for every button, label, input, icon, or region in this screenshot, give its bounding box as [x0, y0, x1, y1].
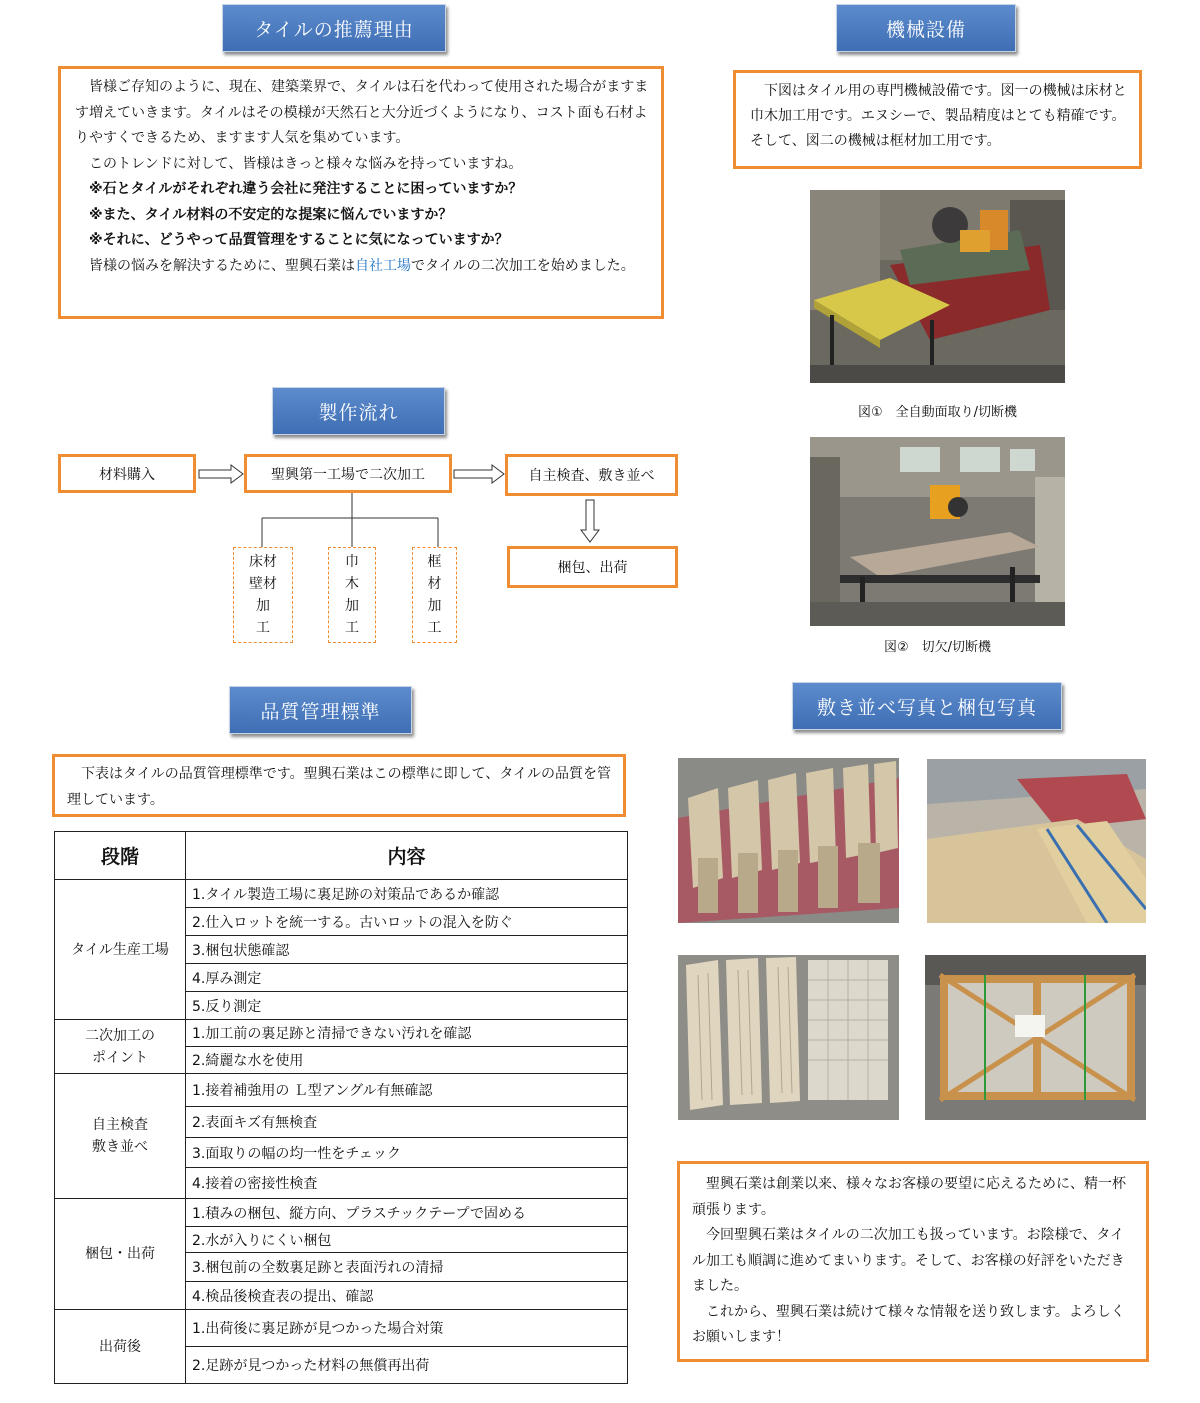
content-cell: 2.足跡が見つかった材料の無償再出荷 — [186, 1347, 628, 1384]
stage-cell: 出荷後 — [55, 1310, 186, 1384]
closing-box — [677, 1161, 1149, 1362]
closing-paragraph-3: これから、聖興石業は続けて様々な情報を送り致します。よろしくお願いします！ — [692, 1303, 1125, 1345]
flow-sub3-line: 加 — [427, 598, 442, 614]
content-cell: 3.梱包状態確認 — [186, 936, 628, 964]
stage-cell — [55, 1074, 186, 1199]
closing-paragraph-1: 聖興石業は創業以来、様々なお客様の要望に応えるために、精一杯頑張ります。 — [692, 1176, 1126, 1218]
flow-sub1-line: 加 — [256, 598, 270, 614]
content-cell: 2.表面キズ有無検査 — [186, 1107, 628, 1138]
stage-line: 自主検査 — [92, 1117, 148, 1133]
table-header-row — [55, 832, 628, 880]
layout-photo-2 — [927, 759, 1146, 923]
reasons-p3-a: 皆様の悩みを解決するために、聖興石業は — [89, 257, 355, 274]
content-cell: 5.反り測定 — [186, 992, 628, 1020]
content-cell: 2.水が入りにくい梱包 — [186, 1227, 628, 1253]
flow-step-inspection: 自主検査、敷き並べ — [505, 454, 678, 496]
content-cell: 3.面取りの幅の均一性をチェック — [186, 1138, 628, 1168]
stage-line: 敷き並べ — [92, 1139, 148, 1155]
flow-arrow-3 — [581, 500, 599, 542]
own-factory-link[interactable]: 自社工場 — [355, 257, 411, 274]
flow-sub2-line: 巾 — [345, 554, 359, 570]
flow-sub2-line: 加 — [345, 598, 359, 614]
flow-sub-frame — [412, 547, 457, 643]
flow-sub2-line: 木 — [345, 576, 359, 592]
flow-sub-floor-wall — [233, 547, 293, 643]
flow-sub3-line: 框 — [427, 554, 442, 570]
reasons-paragraph-2: このトレンドに対して、皆様はきっと様々な悩みを持っていますね。 — [89, 155, 523, 172]
packing-photo-2-image — [925, 955, 1146, 1120]
stage-cell: タイル生産工場 — [55, 880, 186, 1020]
stage-line: ポイント — [92, 1049, 148, 1066]
content-cell: 1.積みの梱包、縦方向、プラスチックテープで固める — [186, 1199, 628, 1227]
content-cell: 4.検品後検査表の提出、確認 — [186, 1282, 628, 1310]
reasons-box — [58, 66, 664, 319]
flow-step-processing: 聖興第一工場で二次加工 — [244, 454, 452, 493]
packing-photo-1 — [678, 955, 899, 1120]
machine-caption-1: 図① 全自動面取り/切断機 — [857, 405, 1018, 420]
flow-sub1-line: 工 — [256, 620, 270, 636]
machine-2-image — [810, 437, 1065, 626]
flow-sub3-line: 材 — [427, 576, 442, 592]
table-row — [55, 1020, 628, 1047]
content-cell: 1.タイル製造工場に裏足跡の対策品であるか確認 — [186, 880, 628, 908]
heading-quality: 品質管理標準 — [229, 686, 412, 734]
machine-1-image — [810, 190, 1065, 383]
reasons-question-3: ※それに、どうやって品質管理をすることに気になっていますか？ — [89, 232, 509, 248]
stage-cell — [55, 1020, 186, 1074]
closing-paragraph-2: 今回聖興石業はタイルの二次加工も扱っています。お陰様で、タイル加工も順調に進めてまいります。そして、お客様の好評をいただきました。 — [692, 1227, 1125, 1294]
table-row — [55, 880, 628, 908]
content-cell: 2.仕入ロットを統一する。古いロットの混入を防ぐ — [186, 908, 628, 936]
content-cell: 4.厚み測定 — [186, 964, 628, 992]
machines-text: 下図はタイル用の専門機械設備です。図一の機械は床材と巾木加工用です。エヌシーで、製品精度はとても精確です。そして、図二の機械は框材加工用です。 — [750, 83, 1127, 149]
layout-photo-1 — [678, 758, 899, 923]
reasons-question-2: ※また、タイル材料の不安定的な提案に悩んでいますか？ — [89, 206, 453, 223]
content-cell: 4.接着の密接性検査 — [186, 1168, 628, 1199]
flow-sub1-line: 壁材 — [249, 576, 277, 592]
heading-machines: 機械設備 — [836, 4, 1016, 52]
packing-photo-1-image — [678, 955, 899, 1120]
table-row — [55, 1199, 628, 1227]
machine-caption-2: 図② 切欠/切断機 — [883, 640, 992, 655]
reasons-p3-b: でタイルの二次加工を始めました。 — [411, 257, 635, 274]
machine-photo-2 — [810, 437, 1065, 626]
flow-arrow-1 — [199, 465, 243, 483]
machines-box — [733, 70, 1142, 169]
packing-photo-2 — [925, 955, 1146, 1120]
layout-photo-1-image — [678, 758, 899, 923]
flow-sub2-line: 工 — [345, 620, 359, 636]
reasons-paragraph-3 — [75, 254, 649, 280]
layout-photo-2-image — [927, 759, 1146, 923]
content-cell: 1.接着補強用の Ｌ型アングル有無確認 — [186, 1074, 628, 1107]
content-cell: 3.梱包前の全数裏足跡と表面汚れの清掃 — [186, 1253, 628, 1282]
heading-flow: 製作流れ — [272, 387, 445, 435]
stage-cell: 梱包・出荷 — [55, 1199, 186, 1310]
flow-sub1-line: 床材 — [249, 554, 277, 570]
stage-line: 二次加工の — [85, 1027, 155, 1044]
col-header-content: 内容 — [186, 832, 628, 880]
table-row — [55, 1310, 628, 1347]
heading-reasons: タイルの推薦理由 — [222, 4, 446, 52]
flow-arrow-2 — [454, 465, 504, 483]
col-header-stage: 段階 — [55, 832, 186, 880]
flow-sub-baseboard — [328, 547, 376, 643]
flow-step-purchase: 材料購入 — [58, 454, 196, 493]
heading-photos: 敷き並べ写真と梱包写真 — [792, 682, 1062, 730]
content-cell: 1.加工前の裏足跡と清掃できない汚れを確認 — [186, 1020, 628, 1047]
quality-intro-box — [52, 754, 626, 817]
quality-intro-text: 下表はタイルの品質管理標準です。聖興石業はこの標準に即して、タイルの品質を管理しています。 — [67, 766, 612, 808]
quality-table — [54, 831, 628, 1384]
table-row — [55, 1074, 628, 1107]
reasons-paragraph-1: 皆様ご存知のように、現在、建築業界で、タイルは石を代わって使用された場合がますます増えていきます。タイルはその模様が天然石と大分近づくようになり、コスト面も石材よりやすくできるため、ますます人気を集めています。 — [75, 79, 649, 146]
machine-photo-1 — [810, 190, 1065, 383]
flow-step-shipping: 梱包、出荷 — [507, 546, 678, 588]
content-cell: 1.出荷後に裏足跡が見つかった場合対策 — [186, 1310, 628, 1347]
reasons-question-1: ※石とタイルがそれぞれ違う会社に発注することに困っていますか？ — [89, 181, 523, 197]
flow-sub3-line: 工 — [427, 620, 442, 636]
content-cell: 2.綺麗な水を使用 — [186, 1047, 628, 1074]
